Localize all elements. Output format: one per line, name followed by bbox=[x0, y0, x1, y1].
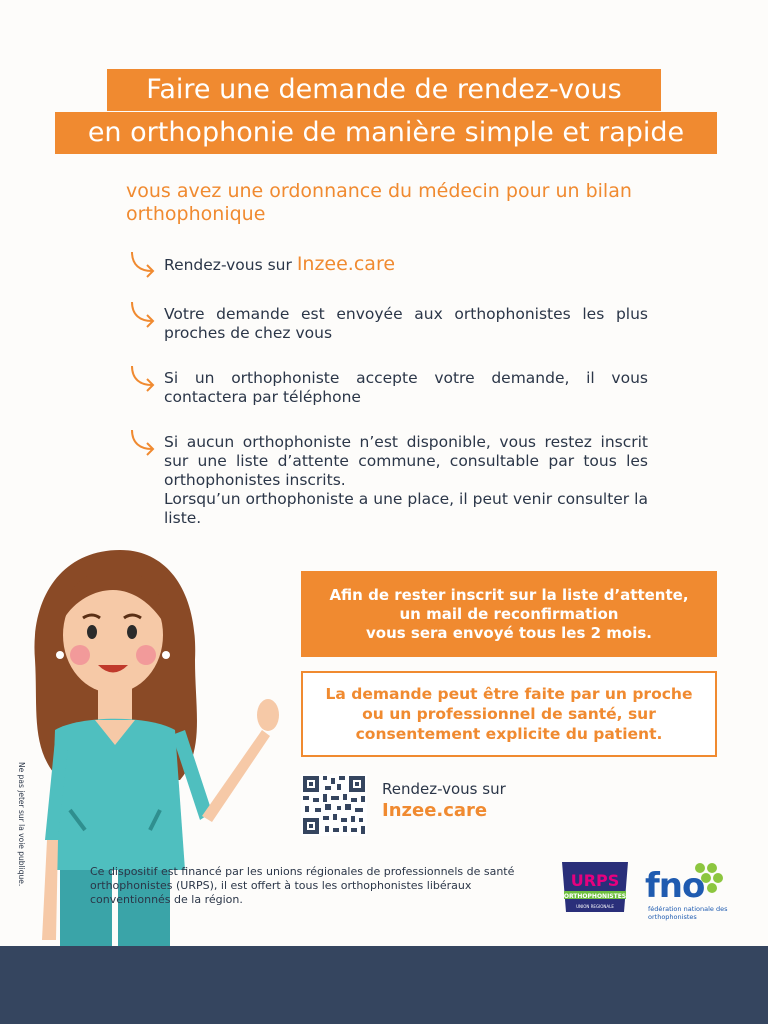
info-line-2: un mail de reconfirmation bbox=[399, 604, 619, 623]
consent-line-2: ou un professionnel de santé, sur bbox=[362, 705, 656, 723]
consent-line-3: consentement explicite du patient. bbox=[355, 725, 663, 743]
title-text-2: en orthophonie de manière simple et rapide bbox=[87, 117, 685, 148]
qr-label: Rendez-vous sur bbox=[382, 780, 506, 798]
consent-info-box bbox=[301, 671, 717, 757]
title-line-2 bbox=[55, 112, 717, 154]
step-2 bbox=[128, 305, 648, 343]
title-line-1 bbox=[107, 69, 661, 111]
info-line-1: Afin de rester inscrit sur la liste d’attente, bbox=[329, 585, 689, 604]
curved-arrow-icon bbox=[128, 363, 160, 395]
step-4 bbox=[128, 433, 648, 528]
urps-sub2-text: UNION REGIONALE bbox=[576, 904, 614, 909]
info-line-3: vous sera envoyé tous les 2 mois. bbox=[366, 623, 652, 642]
inzee-link[interactable]: Inzee.care bbox=[296, 253, 396, 275]
qr-brand-link[interactable]: Inzee.care bbox=[382, 800, 488, 821]
step-2-text: Votre demande est envoyée aux orthophonistes les plus proches de chez vous bbox=[164, 305, 648, 342]
step-1-text bbox=[164, 255, 648, 275]
curved-arrow-icon bbox=[128, 299, 160, 331]
urps-logo-icon bbox=[558, 858, 632, 916]
urps-sub-text: ORTHOPHONISTES bbox=[563, 893, 627, 900]
curved-arrow-icon bbox=[128, 249, 160, 281]
fno-logo-text: fno bbox=[645, 866, 705, 906]
subtitle: vous avez une ordonnance du médecin pour un bilan orthophonique bbox=[126, 180, 632, 225]
step-1 bbox=[128, 255, 648, 275]
urps-main-text: URPS bbox=[570, 871, 620, 890]
consent-line-1: La demande peut être faite par un proche bbox=[325, 685, 693, 703]
step-3 bbox=[128, 369, 648, 407]
funding-note: Ce dispositif est financé par les unions régionales de professionnels de santé orthophonistes (URPS), il est offert à tous les orthophonistes libéraux conventionnés de la région. bbox=[90, 865, 515, 906]
qr-code-icon[interactable] bbox=[301, 774, 367, 836]
step-4-text: Si aucun orthophoniste n’est disponible, vous restez inscrit sur une liste d’attente commune, consultable par tous les orthophonistes inscrits. bbox=[164, 433, 648, 489]
step-4-text-2: Lorsqu’un orthophoniste a une place, il peut venir consulter la liste. bbox=[164, 490, 648, 527]
curved-arrow-icon bbox=[128, 427, 160, 459]
fno-logo-subtitle: fédération nationale des orthophonistes bbox=[648, 905, 728, 921]
step-1-label: Rendez-vous sur bbox=[164, 256, 297, 274]
step-3-text: Si un orthophoniste accepte votre demande, il vous contactera par téléphone bbox=[164, 369, 648, 406]
title-text-1: Faire une demande de rendez-vous bbox=[146, 74, 622, 105]
reconfirmation-info-box bbox=[301, 571, 717, 657]
side-note: Ne pas jeter sur la voie publique. bbox=[17, 762, 26, 887]
bottom-bar bbox=[0, 946, 768, 1024]
